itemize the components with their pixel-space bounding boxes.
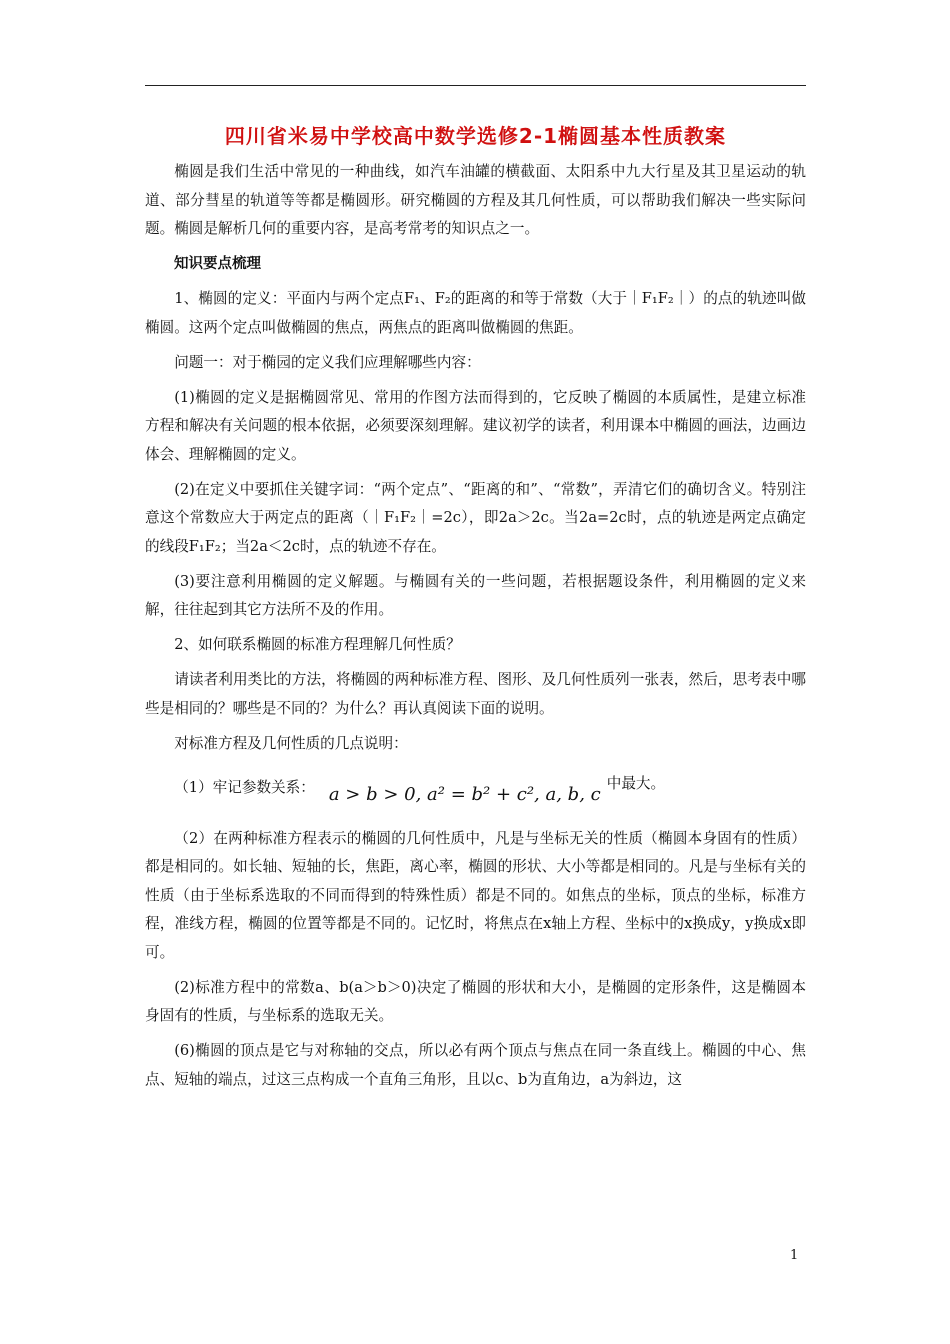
intro-paragraph: 椭圆是我们生活中常见的一种曲线，如汽车油罐的横截面、太阳系中九大行星及其卫星运动的轨道、部分彗星的轨道等等都是椭圆形。研究椭圆的方程及其几何性质，可以帮助我们解决一些实际问题。椭圆是解析几何的重要内容，是高考常考的知识点之一。: [145, 163, 806, 237]
question-two: 2、如何联系椭圆的标准方程理解几何性质？: [174, 636, 461, 653]
note-three-paragraph: (2)标准方程中的常数a、b(a＞b＞0)决定了椭圆的形状和大小，是椭圆的定形条件，这是椭圆本身固有的性质，与坐标系的选取无关。: [145, 978, 806, 1024]
header-rule: [145, 85, 806, 86]
parameter-relation-line: [145, 765, 806, 809]
definition-paragraph: 1、椭圆的定义：平面内与两个定点F₁、F₂的距离的和等于常数（大于｜F₁F₂｜）的点的轨迹叫做椭圆。这两个定点叫做椭圆的焦点，两焦点的距离叫做椭圆的焦距。: [145, 290, 806, 336]
page-title: 四川省米易中学校高中数学选修2-1椭圆基本性质教案: [224, 124, 727, 148]
note-four-paragraph: (6)椭圆的顶点是它与对称轴的交点，所以必有两个顶点与焦点在同一条直线上。椭圆的中心、焦点、短轴的端点，过这三点构成一个直角三角形，且以c、b为直角边，a为斜边，这: [145, 1042, 806, 1088]
notes-intro: 对标准方程及几何性质的几点说明：: [174, 734, 408, 752]
question-one-point-2: (2)在定义中要抓住关键字词：“两个定点”、“距离的和”、“常数”，弄清它们的确切含义。特别注意这个常数应大于两定点的距离（｜F₁F₂｜=2c），即2a＞2c。当2a=2c时，点的轨迹是两定点确定的线段F₁F₂；当2a＜2c时，点的轨迹不存在。: [145, 480, 806, 555]
note-two-paragraph: （2）在两种标准方程表示的椭圆的几何性质中，凡是与坐标无关的性质（椭圆本身固有的性质）都是相同的。如长轴、短轴的长，焦距，离心率，椭圆的形状、大小等都是相同的。凡是与坐标有关的性质（由于坐标系选取的不同而得到的特殊性质）都是不同的。如焦点的坐标，顶点的坐标，标准方程，准线方程，椭圆的位置等都是不同的。记忆时，将焦点在x轴上方程、坐标中的x换成y，y换成x即可。: [145, 829, 806, 961]
section-heading: 知识要点梳理: [174, 256, 261, 272]
question-one: 问题一：对于椭园的定义我们应理解哪些内容：: [174, 353, 481, 371]
page-number: 1: [790, 1248, 799, 1263]
question-one-point-1: (1)椭圆的定义是据椭圆常见、常用的作图方法而得到的，它反映了椭圆的本质属性，是建立标准方程和解决有关问题的根本依据，必须要深刻理解。建议初学的读者，利用课本中椭圆的画法，边画边体会、理解椭圆的定义。: [145, 388, 806, 463]
parameter-relation-label: （1）牢记参数关系：: [174, 779, 315, 796]
document-body: [145, 158, 806, 1101]
question-one-point-3: (3)要注意利用椭圆的定义解题。与椭圆有关的一些问题，若根据题设条件，利用椭圆的定义来解，往往起到其它方法所不及的作用。: [145, 572, 806, 618]
parameter-relation-formula: a > b > 0, a² = b² + c², a, b, c: [328, 784, 601, 805]
parameter-relation-tail: 中最大。: [606, 775, 666, 792]
question-two-paragraph: 请读者利用类比的方法，将椭圆的两种标准方程、图形、及几何性质列一张表，然后，思考表中哪些是相同的？哪些是不同的？为什么？再认真阅读下面的说明。: [145, 671, 806, 717]
